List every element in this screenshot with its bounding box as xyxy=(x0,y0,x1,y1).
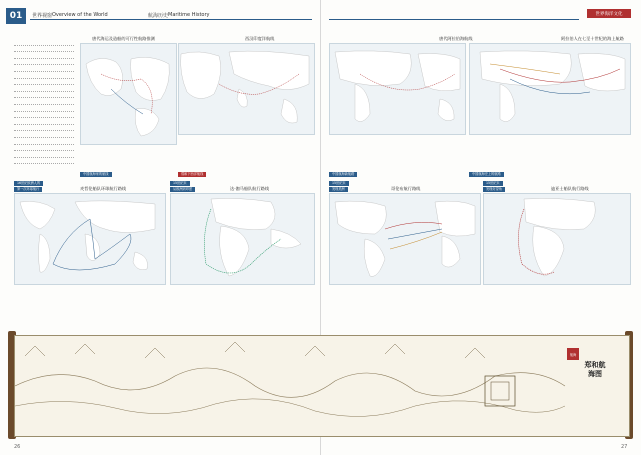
banner7a: 15世纪末 xyxy=(329,181,349,186)
header-rule-right xyxy=(329,19,579,20)
banner6a: 15世纪末 xyxy=(170,181,190,186)
map1-caption xyxy=(80,146,175,168)
map3-title: 唐代阿拉伯海航线 xyxy=(439,36,473,41)
label-newroute: 中国航海史上的航路 xyxy=(469,172,504,177)
map4 xyxy=(469,43,631,135)
map8 xyxy=(483,193,631,285)
scroll-title: 郑和航海图 xyxy=(584,360,606,378)
map1 xyxy=(80,43,177,145)
map5 xyxy=(14,193,166,285)
map7-title: 哥伦布航行路线 xyxy=(391,186,421,191)
map5-caption xyxy=(14,290,164,330)
topic-label: 航海历史 xyxy=(148,13,169,19)
map7 xyxy=(329,193,481,285)
label-china-routes: 中国航海家的航线 xyxy=(80,172,112,177)
map6-title: 达·伽马船队航行路线 xyxy=(230,186,270,191)
section-label-en: Overview of the World xyxy=(52,12,108,18)
banner5b: 第一次环球航行 xyxy=(14,187,42,192)
map2 xyxy=(178,43,315,135)
map2-caption xyxy=(178,136,313,166)
label-atlantic: 中国航海新航路 xyxy=(329,172,357,177)
map1-title: 唐代海运及造船的可行性航路推测 xyxy=(92,36,155,41)
map6 xyxy=(170,193,315,285)
map6-caption xyxy=(170,290,313,330)
scroll-seal: 航海 xyxy=(567,348,579,360)
map5-title: 麦哲伦船队环球航行路线 xyxy=(80,186,127,191)
map3-caption xyxy=(329,136,464,166)
topic-label-en: Maritime History xyxy=(168,12,210,18)
map4-title: 阿拉伯人在七至十世纪的海上航路 xyxy=(561,36,624,41)
header-rule xyxy=(30,19,312,20)
banner8a: 15世纪末 xyxy=(483,181,503,186)
map2-title: 西汉印度洋航线 xyxy=(245,36,275,41)
chapter-number: 01 xyxy=(6,8,26,24)
banner8b: 发现好望角 xyxy=(483,187,505,192)
map8-caption xyxy=(483,290,629,330)
intro-text xyxy=(14,40,74,165)
banner5a: 16世纪欧洲人的 xyxy=(14,181,43,186)
banner6b: 从欧洲到印度 xyxy=(170,187,195,192)
page-number-right: 27 xyxy=(621,444,628,450)
right-banner: 世界海洋文化 xyxy=(587,9,631,18)
banner7b: 发现美洲 xyxy=(329,187,348,192)
map7-caption xyxy=(329,290,479,330)
page-number-left: 26 xyxy=(14,444,21,450)
label-zhenghe: 郑和下西洋航线 xyxy=(178,172,206,177)
section-label: 世界视窗 xyxy=(32,13,53,19)
map8-title: 迪亚士船队航行路线 xyxy=(551,186,589,191)
zhenghe-scroll xyxy=(14,335,630,437)
map3 xyxy=(329,43,466,135)
map4-caption xyxy=(469,136,629,166)
